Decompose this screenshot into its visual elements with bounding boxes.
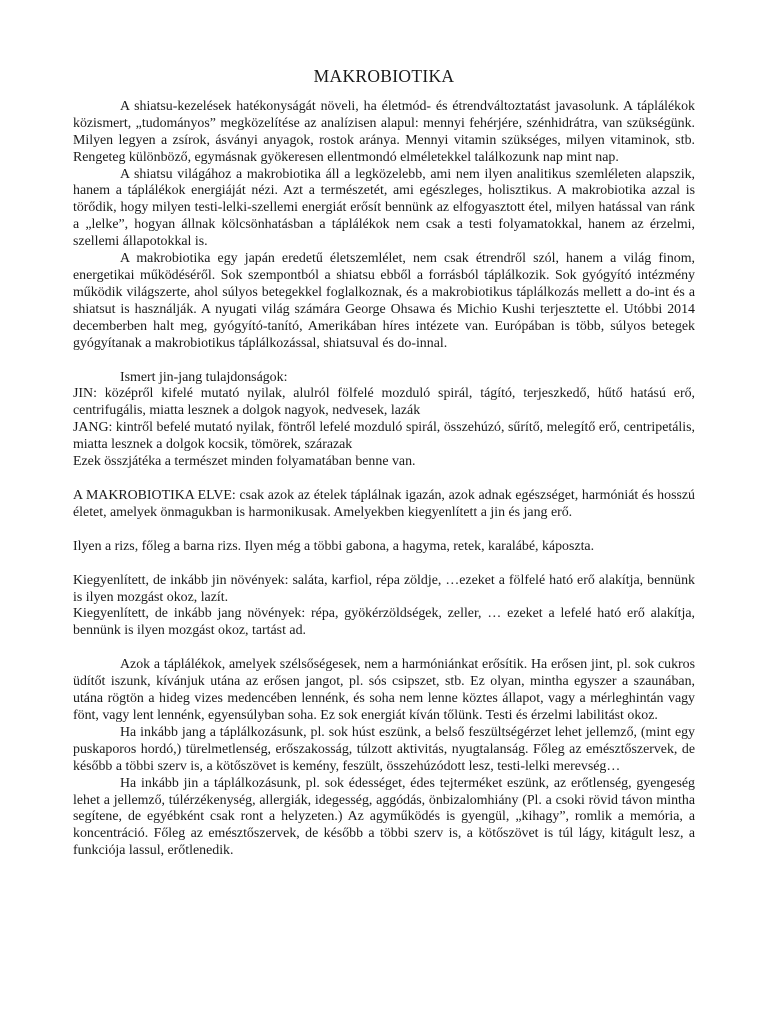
paragraph-jang: JANG: kintről befelé mutató nyilak, föntről lefelé mozduló spirál, összehúzó, sűrítő, melegítő erő, centripetális, miatta lesznek a dolgok kocsik, tömörek, szárazak: [73, 420, 695, 453]
spacer: [73, 353, 695, 370]
spacer: [73, 522, 695, 539]
paragraph-jin: JIN: középről kifelé mutató nyilak, alulról fölfelé mozduló spirál, tágító, terjeszkedő, hűtő hatású erő, centrifugális, miatta lesznek a dolgok nagyok, nedvesek, lazák: [73, 386, 695, 419]
paragraph-jang-plants: Kiegyenlített, de inkább jang növények: répa, gyökérzöldségek, zeller, … ezeket a lefelé ható erő alakítja, bennünk is ilyen mozgást okoz, tartást ad.: [73, 606, 695, 639]
spacer: [73, 640, 695, 657]
paragraph-intro: A shiatsu-kezelések hatékonyságát növeli, ha életmód- és étrendváltoztatást javasolunk. A táplálékok közismert, „tudományos” megközelítése az analízisen alapul: mennyi fehérjére, szénhidrátra, van szükségünk. Milyen legyen a zsírok, ásványi anyagok, rostok aránya. Mennyi vitamin szükséges, milyen vitaminok, stb. Rengeteg különböző, egymásnak gyökeresen ellentmondó elméletekkel találkozunk nap mint nap.: [73, 98, 695, 165]
paragraph-principle: A MAKROBIOTIKA ELVE: csak azok az ételek táplálnak igazán, azok adnak egészséget, harmóniát és hosszú életet, amelyek önmagukban is harmonikusak. Amelyekben kiegyenlített a jin és jang erő.: [73, 487, 695, 520]
paragraph-rice: Ilyen a rizs, főleg a barna rizs. Ilyen még a többi gabona, a hagyma, retek, karalábé, káposzta.: [73, 538, 595, 554]
paragraph-extreme-foods: Azok a táplálékok, amelyek szélsőségesek, nem a harmóniánkat erősítik. Ha erősen jint, pl. sok cukros üdítőt iszunk, kívánjuk utána az erősen jangot, pl. sós csipszet, stb. Ez olyan, mintha egyszer a szaunában, utána rögtön a hideg vizes medencében lennénk, és soha nem lenne köztes állapot, vagy a mérleghintán vagy fönt, vagy lent lennénk, egyensúlyban soha. Ez sok energiát kíván tőlünk. Testi és érzelmi labilitást okoz.: [73, 657, 695, 723]
paragraph-jang-diet: Ha inkább jang a táplálkozásunk, pl. sok húst eszünk, a belső feszültségérzet lehet jellemző, (mint egy puskaporos hordó,) türelmetlenség, erőszakosság, túlzott aktivitás, nyugtalanság. Főleg az emésztőszervek, de később a többi szerv is, a kötőszövet is kemény, feszült, összehúzódott lesz, testi-lelki merevség…: [73, 724, 695, 774]
paragraph-jin-diet: Ha inkább jin a táplálkozásunk, pl. sok édességet, édes tejterméket eszünk, az erőtlenség, gyengeség lehet a jellemző, túlérzékenység, allergiák, idegesség, aggódás, önbizalomhiány (Pl. a csoki rövid távon mintha segítene, de egyébként csak ront a helyzeten.) Az agyműködés is gyengül, „kihagy”, romlik a memória, a koncentráció. Főleg az emésztőszervek, de később a többi szerv is, a kötőszövet is túl lágy, kitágult lesz, a funkciója lassul, erőtlenedik.: [73, 775, 695, 859]
paragraph-jin-plants: Kiegyenlített, de inkább jin növények: saláta, karfiol, répa zöldje, …ezeket a fölfelé ható erő alakítja, bennünk is ilyen mozgást okoz, lazít.: [73, 572, 695, 605]
spacer: [73, 471, 695, 488]
spacer: [73, 556, 695, 573]
paragraph-yin-yang-heading: Ismert jin-jang tulajdonságok:: [120, 369, 288, 385]
page-title: MAKROBIOTIKA: [313, 66, 455, 86]
paragraph-japanese-origin: A makrobiotika egy japán eredetű életszemlélet, nem csak étrendről szól, hanem a világ finom, energetikai működéséről. Sok szempontból a shiatsu ebből a forrásból táplálkozik. Sok gyógyító intézmény működik világszerte, ahol súlyos betegekkel foglalkoznak, és a makrobiotikus táplálkozás mellett a do-int és a shiatsut is használják. A nyugati világ számára George Ohsawa és Michio Kushi terjesztette el. Utóbbi 2014 decemberben halt meg, gyógyító-tanító, Amerikában híres intézete van. Európában is több, súlyos betegek gyógyítanak a makrobiotikus táplálkozással, shiatsuval és do-innal.: [73, 251, 695, 351]
paragraph-interplay: Ezek összjátéka a természet minden folyamatában benne van.: [73, 454, 416, 470]
paragraph-shiatsu-world: A shiatsu világához a makrobiotika áll a legközelebb, ami nem ilyen analitikus szemléleten alapszik, hanem a táplálékok energiáját nézi. Azt a természetét, ami egészleges, holisztikus. A makrobiotika azzal is törődik, hogy milyen testi-lelki-szellemi energiát erősít bennünk az elfogyasztott étel, milyen hatással van ránk a „lelke”, hogyan állnak kölcsönhatásban a táplálékok nem csak a testi folyamatokkal, hanem az érzelmi, szellemi állapotokkal is.: [73, 166, 695, 250]
